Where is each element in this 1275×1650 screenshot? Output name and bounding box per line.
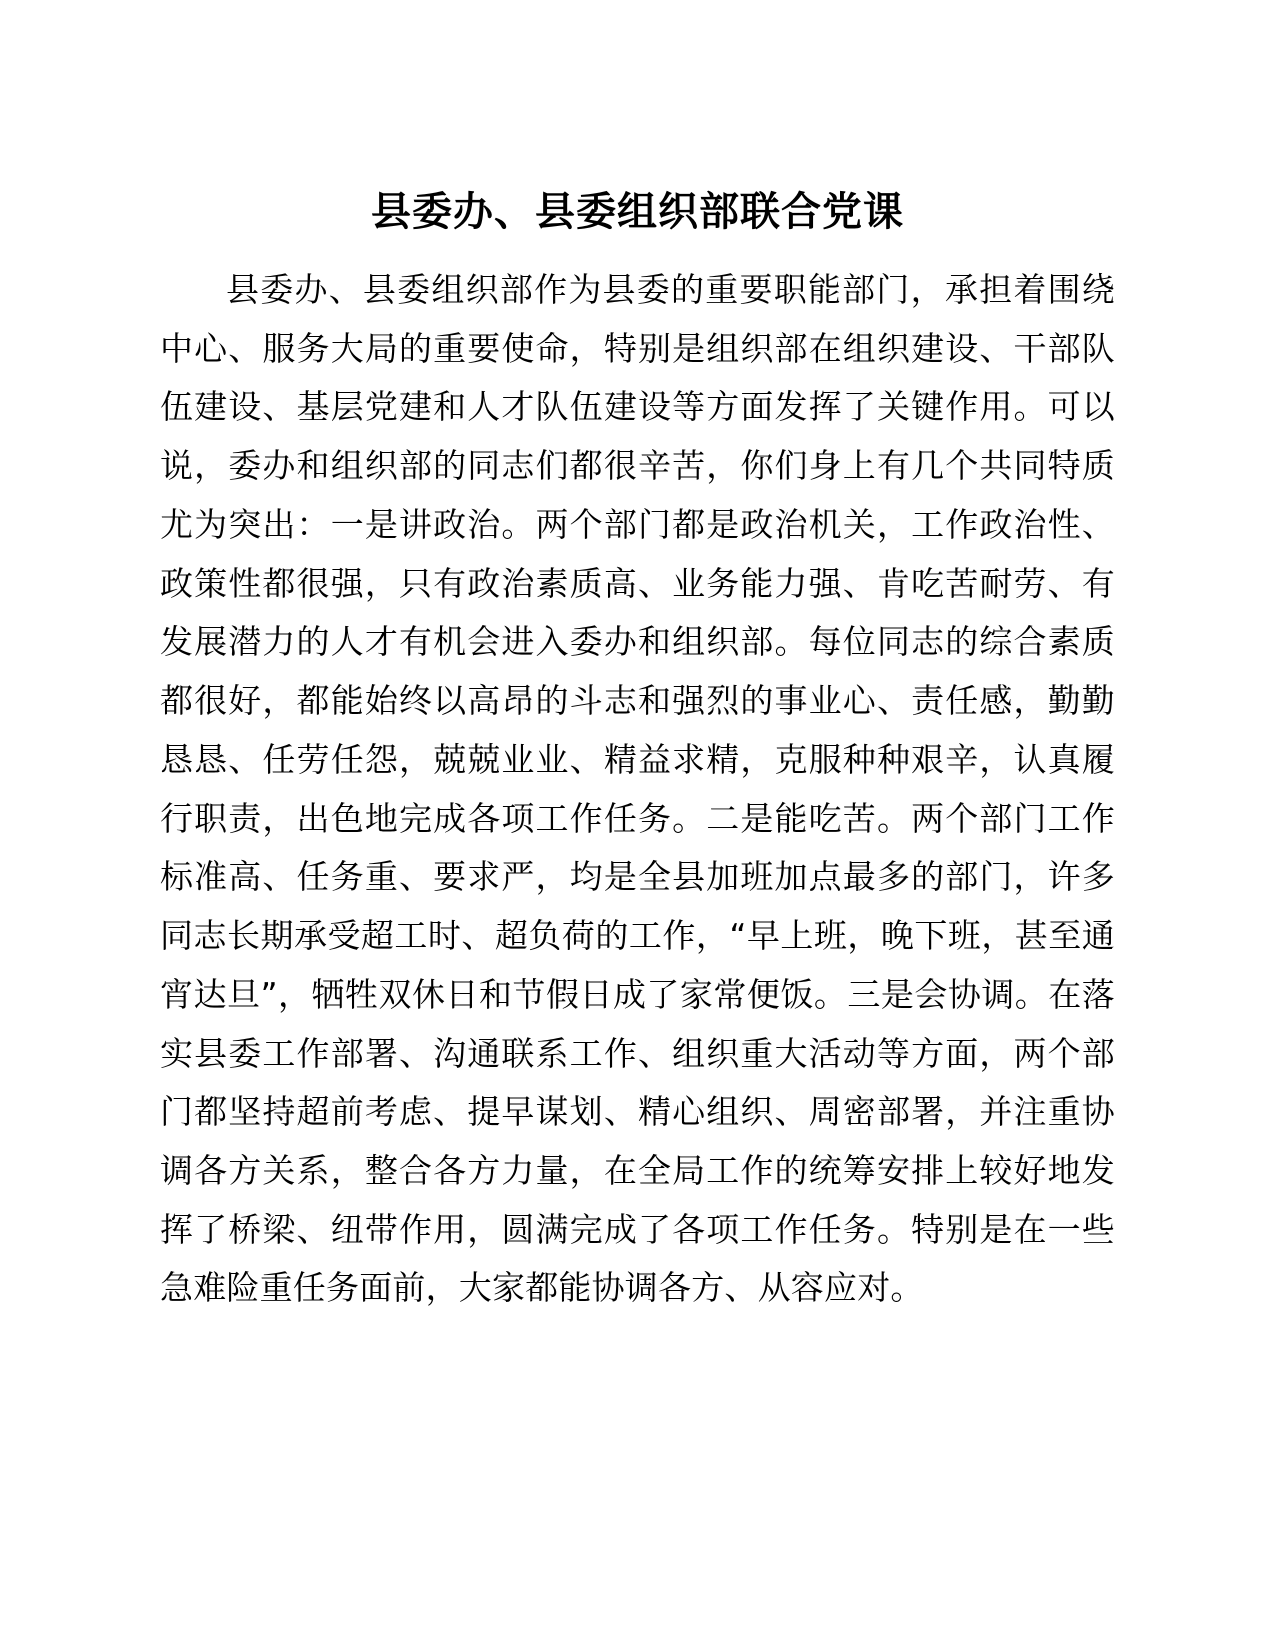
page-title: 县委办、县委组织部联合党课 [371,189,904,235]
body-paragraph: 县委办、县委组织部作为县委的重要职能部门，承担着围绕中心、服务大局的重要使命，特别是组织部在组织建设、干部队伍建设、基层党建和人才队伍建设等方面发挥了关键作用。可以说，委办和组织部的同志们都很辛苦，你们身上有几个共同特质尤为突出：一是讲政治。两个部门都是政治机关，工作政治性、政策性都很强，只有政治素质高、业务能力强、肯吃苦耐劳、有发展潜力的人才有机会进入委办和组织部。每位同志的综合素质都很好，都能始终以高昂的斗志和强烈的事业心、责任感，勤勤恳恳、任劳任怨，兢兢业业、精益求精，克服种种艰辛，认真履行职责，出色地完成各项工作任务。二是能吃苦。两个部门工作标准高、任务重、要求严，均是全县加班加点最多的部门，许多同志长期承受超工时、超负荷的工作，“早上班，晚下班，甚至通宵达旦”，牺牲双休日和节假日成了家常便饭。三是会协调。在落实县委工作部署、沟通联系工作、组织重大活动等方面，两个部门都坚持超前考虑、提早谋划、精心组织、周密部署，并注重协调各方关系，整合各方力量，在全局工作的统筹安排上较好地发挥了桥梁、纽带作用，圆满完成了各项工作任务。特别是在一些急难险重任务面前，大家都能协调各方、从容应对。 [160,270,1115,1308]
document-body [160,261,1115,1318]
